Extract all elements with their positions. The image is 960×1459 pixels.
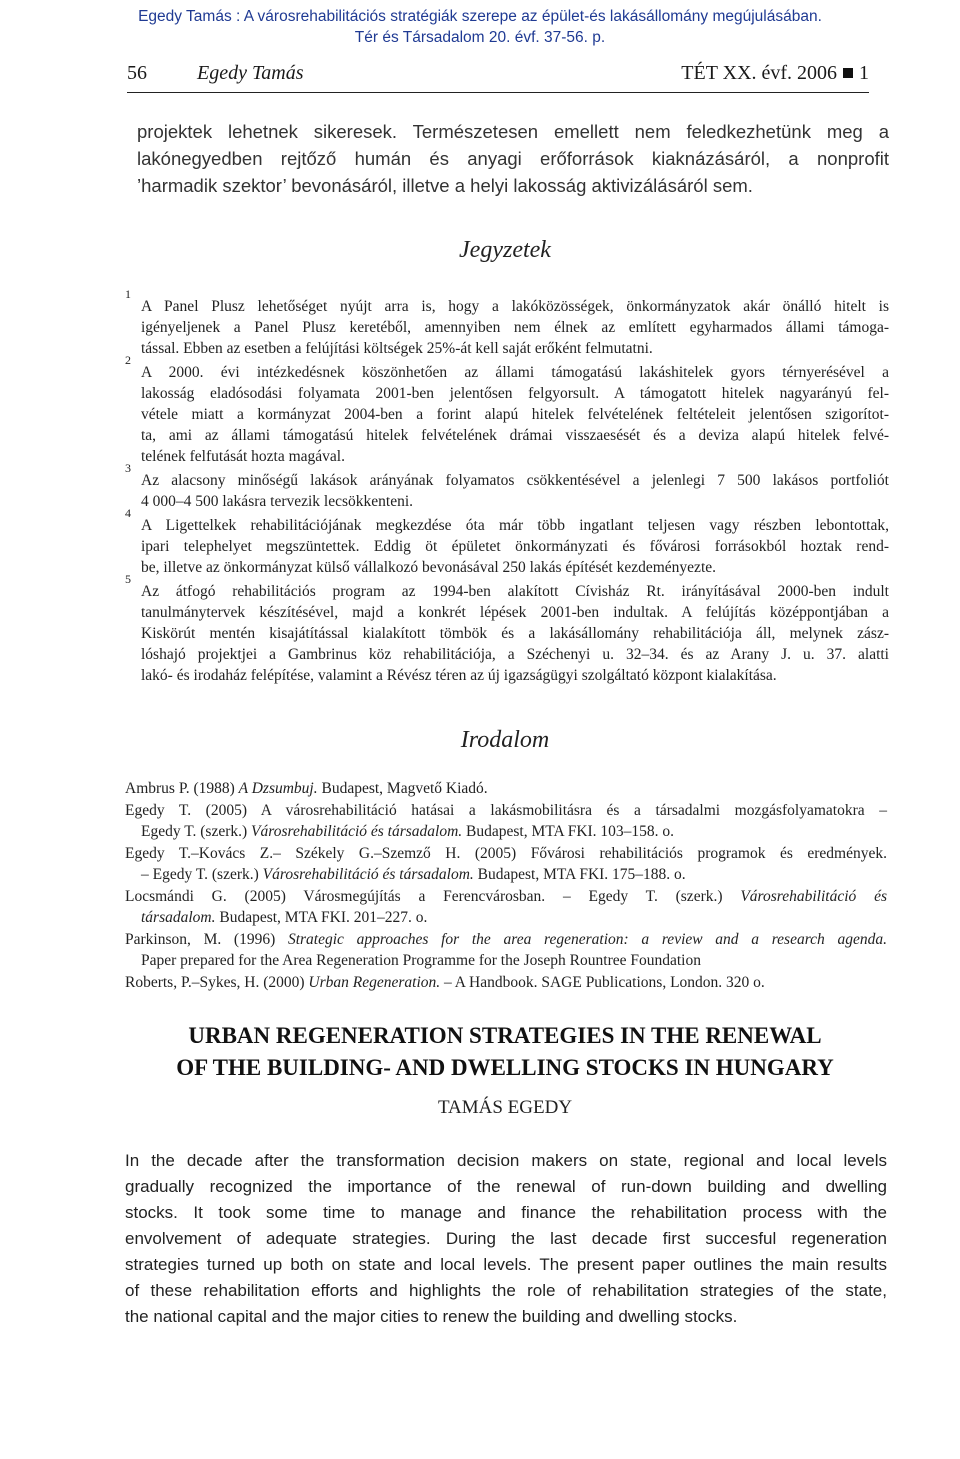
note-number: 3 [125,461,131,475]
intro-paragraph [137,118,889,199]
note-line: lakó- és irodaház felépítése, valamint a Révész téren az új igazságügyi szolgáltató központ kialakítása. [141,667,777,684]
note-2 [125,353,889,467]
abstract-line: of these rehabilitation efforts and highlights the role of rehabilitation strategies of the state, [125,1281,887,1300]
note-line: lakosság eladósodási folyamata 2001-ben jelentősen felgyorsult. A támogatott hitelek nagyarányú fel- [141,385,889,402]
citation-line-1: Egedy Tamás : A városrehabilitációs stratégiák szerepe az épület-és lakásállomány megújulásában. [138,8,822,25]
abstract-line: envolvement of adequate strategies. During the last decade first succesful regeneration [125,1229,887,1248]
reference-italic-run: A Dzsumbuj. [238,780,318,797]
notes-heading: Jegyzetek [459,237,551,263]
references-list [125,778,887,993]
reference-italic-run: Urban Regeneration. [308,973,441,991]
reference-run: Ambrus P. (1988) [125,780,239,797]
note-4 [125,506,889,578]
issue-number: 1 [859,62,869,84]
reference-italic-run: Városrehabilitáció és társadalom. [262,866,474,883]
reference-entry [125,800,887,843]
note-line: A Panel Plusz lehetőséget nyújt arra is, hogy a lakóközösségek, önkormányzatok akár önálló hitelt is [141,298,889,315]
intro-line: projektek lehetnek sikeresek. Természetesen emellett nem feledkezhetünk meg a [137,121,889,142]
abstract-line: gradually recognized the importance of the renewal of run-down building and dwelling [125,1177,887,1196]
reference-run: Egedy T.–Kovács Z.– Székely G.–Szemző H. (2005) Fővárosi rehabilitációs programok és eredmények. [125,844,887,862]
english-title-line-2: OF THE BUILDING- AND DWELLING STOCKS IN HUNGARY [176,1055,834,1080]
reference-run: Budapest, MTA FKI. 201–227. o. [215,909,428,926]
running-author: Egedy Tamás [197,62,304,84]
reference-italic-run: Városrehabilitáció és [740,887,887,905]
abstract-line: the national capital and the major cities to renew the building and dwelling stocks. [125,1307,738,1326]
note-1 [125,287,889,359]
reference-run: Roberts, P.–Sykes, H. (2000) [125,973,309,991]
reference-entry [125,972,887,994]
reference-italic-run: Városrehabilitáció és társadalom. [251,823,463,840]
note-line: Az átfogó rehabilitációs program az 1994-ben alakított Cívisház Rt. irányításával 2000-ben indult [141,583,889,600]
reference-line [125,821,887,843]
page-number: 56 [127,62,147,84]
reference-line [125,800,887,822]
english-abstract [125,1148,887,1330]
note-line: 4 000–4 500 lakásra tervezik lecsökkenteni. [141,493,414,510]
note-line: ta, ami az állami támogatású hitelek felvételének drámai visszaesését és a deviza alapú hitelek felvé- [141,427,889,444]
reference-run: Budapest, Magvető Kiadó. [317,780,488,797]
reference-line [125,843,887,865]
english-title-line-1: URBAN REGENERATION STRATEGIES IN THE RENEWAL [188,1023,822,1048]
reference-line [125,886,887,908]
references-heading: Irodalom [460,727,550,753]
note-line: tással. Ebben az esetben a felújítási költségek 25%-át kell saját erőként felmutatni. [141,340,653,357]
reference-line [125,907,887,929]
note-line: A 2000. évi intézkedésnek köszönhetően az állami támogatású lakáshitelek gyors térnyerésével a [141,364,889,381]
note-3 [125,461,889,512]
running-journal [681,62,869,85]
note-line: A Ligettelkek rehabilitációjának megkezdése óta már több ingatlant teljesen vagy részben lebontottak, [141,517,889,534]
english-author: TAMÁS EGEDY [437,1097,573,1118]
reference-entry [125,778,887,800]
citation-line-2: Tér és Társadalom 20. évf. 37-56. p. [354,29,606,46]
reference-line [125,950,887,972]
note-number: 2 [125,353,131,367]
reference-run: Locsmándi G. (2005) Városmegújítás a Ferencvárosban. – Egedy T. (szerk.) [125,887,741,905]
note-number: 5 [125,572,131,586]
reference-run: – A Handbook. SAGE Publications, London. 320 o. [440,973,765,991]
reference-run: Budapest, MTA FKI. 103–158. o. [462,823,675,840]
intro-line: ’harmadik szektor’ bevonásáról, illetve a helyi lakosság aktivizálásáról sem. [137,175,753,196]
reference-entry [125,929,887,972]
note-line: ipari telephelyet megszüntettek. Eddig öt épületet önkormányzati és fővárosi forrásokból hoztak rend- [141,538,889,555]
note-line: igényeljenek a Panel Plusz keretéből, amennyiben nem élnek az említett egyharmados állami támoga- [141,319,889,336]
reference-run: Parkinson, M. (1996) [125,930,288,948]
reference-line [125,972,887,994]
note-line: vétele miatt a kormányzat 2004-ben a forint alapú hitelek felvételének feltételeit jelentősen szigorítot- [141,406,889,423]
reference-line [125,778,887,800]
abstract-line: stocks. It took some time to manage and finance the rehabilitation process with the [125,1203,887,1222]
citation-banner [0,6,960,48]
reference-run: Budapest, MTA FKI. 175–188. o. [473,866,686,883]
note-number: 1 [125,287,131,301]
reference-run: Egedy T. (szerk.) [141,823,252,840]
reference-entry [125,886,887,929]
reference-italic-run: társadalom. [141,909,216,926]
note-line: telének felfutását hozta magával. [141,448,345,465]
reference-line [125,864,887,886]
intro-line: lakónegyedben rejtőző humán és anyagi erőforrások kiaknázásáról, a nonprofit [137,148,889,169]
abstract-line: strategies turned up both on state and local levels. The present paper outlines the main results [125,1255,887,1274]
reference-entry [125,843,887,886]
english-title [120,1020,890,1084]
note-5 [125,572,889,686]
note-number: 4 [125,506,131,520]
note-line: be, illetve az önkormányzat külső vállalkozó bevonásával 250 lakás építését kezdeményezte. [141,559,716,576]
running-header [127,62,869,93]
reference-line [125,929,887,951]
journal-name: TÉT XX. évf. 2006 [681,62,837,84]
reference-run: Egedy T. (2005) A városrehabilitáció hatásai a lakásmobilitásra és a társadalmi mozgásfolyamatokra – [125,801,887,819]
note-line: Kiskörút mentén kisajátítással kialakított tömbök és a lakásállomány rehabilitációja áll, melynek zász- [141,625,889,642]
note-line: tanulmánytervek készítésével, majd a konkrét lépések 2001-ben indultak. A felújítás középpontjában a [141,604,889,621]
reference-italic-run: Strategic approaches for the area regeneration: a review and a research agenda. [287,930,887,948]
reference-run: Paper prepared for the Area Regeneration Programme for the Joseph Rountree Foundation [141,952,701,969]
note-line: lóshajó projektjei a Gambrinus köz rehabilitációja, a Széchenyi u. 32–34. és az Arany J. u. 37. alatti [141,646,889,663]
reference-run: – Egedy T. (szerk.) [141,866,263,883]
notes-list [125,287,889,689]
note-line: Az alacsony minőségű lakások arányának folyamatos csökkentésével a jelenlegi 7 500 lakásos portfoliót [141,472,889,489]
black-square-icon [843,68,853,78]
abstract-line: In the decade after the transformation decision makers on state, regional and local levels [125,1151,887,1170]
